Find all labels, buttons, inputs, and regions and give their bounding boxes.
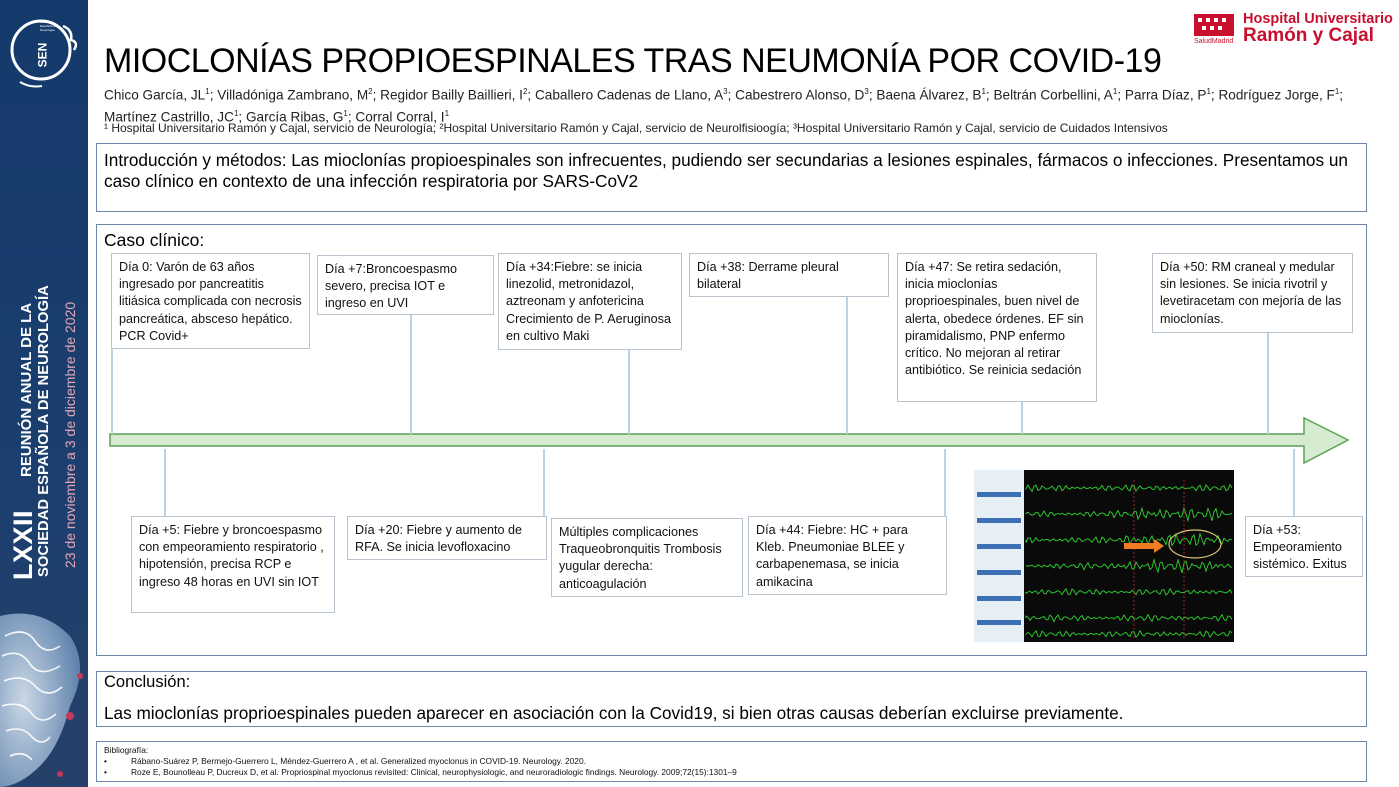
connector-line [1021, 402, 1023, 434]
author-name: Caballero Cadenas de Llano, A [534, 87, 724, 103]
timeline-card-day7: Día +7:Broncoespasmo severo, precisa IOT e ingreso en UVI [317, 255, 494, 315]
author-affiliation-mark: 1 [1112, 87, 1118, 96]
author-affiliation-mark: 1 [1206, 87, 1211, 96]
author-affiliation-mark: 1 [233, 108, 239, 118]
sen-logo-text: SEN [35, 42, 50, 68]
author-name: Regidor Bailly Baillieri, I [380, 87, 523, 103]
edition-number: LXXII [8, 509, 38, 580]
connector-line [164, 449, 166, 516]
author-name: Parra Díaz, P [1124, 87, 1207, 103]
author-name: Beltrán Corbellini, A [993, 87, 1113, 103]
meeting-line2: SOCIEDAD ESPAÑOLA DE NEUROLOGÍA [36, 285, 52, 577]
author-affiliation-mark: 3 [864, 87, 869, 96]
poster-title: MIOCLONÍAS PROPIOESPINALES TRAS NEUMONÍA POR COVID-19 [104, 42, 1162, 80]
author-name: García Ribas, G [245, 109, 344, 125]
hospital-name-line1: Hospital Universitario [1243, 11, 1393, 27]
timeline-card-day38: Día +38: Derrame pleural bilateral [689, 253, 889, 297]
author-list: Chico García, $JL^1$; Villadóniga Zambrano, $M^2$; Regidor Bailly Baillieri, $I^2$; Caballero Cadenas de Llano, $A^3$; Cabestrero Alonso, $D^3$; Baena Álvarez, $B^1$; Beltrán Corbellini, $A^1$; Parra Díaz, $P^1$; Rodríguez Jorge, $F^1$; Martínez Castrillo, $JC^1$; García Ribas, $G^1$; Corral Corral, $I^1$ [104, 87, 1344, 125]
connector-line [846, 297, 848, 434]
author-affiliation-mark: 2 [368, 87, 373, 96]
timeline-card-day20: Día +20: Fiebre y aumento de RFA. Se inicia levofloxacino [347, 516, 547, 560]
connector-line [111, 349, 113, 434]
connector-line [1293, 449, 1295, 516]
intro-text: Introducción y métodos: Las mioclonías propioespinales son infrecuentes, pudiendo ser secundarias a lesiones espinales, fármacos o infecciones. Presentamos un caso clínico en contexto de una infección respiratoria por SARS-CoV2 [104, 150, 1348, 191]
conclusion-text: Las mioclonías proprioespinales pueden aparecer en asociación con la Covid19, si bien otras causas deberían excluirse previamente. [104, 703, 1124, 723]
author-affiliation-mark: 1 [444, 108, 450, 118]
author-name: Rodríguez Jorge, F [1218, 87, 1335, 103]
connector-line [1267, 333, 1269, 434]
brain-illustration [0, 596, 88, 787]
timeline-arrow [108, 416, 1353, 466]
author-affiliation-mark: 2 [522, 87, 528, 96]
connector-line [543, 449, 545, 516]
connector-line [410, 315, 412, 434]
author-affiliation-mark: 3 [723, 87, 728, 96]
author-name: Baena Álvarez, B [876, 87, 982, 103]
meeting-dates: 23 de noviembre a 3 de diciembre de 2020 [62, 301, 78, 568]
eeg-figure [974, 470, 1234, 642]
timeline-card-day0: Día 0: Varón de 63 años ingresado por pancreatitis litiásica complicada con necrosis pancreática, absceso hepático. PCR Covid+ [111, 253, 310, 349]
connector-line [628, 350, 630, 434]
hospital-name-line2: Ramón y Cajal [1243, 25, 1374, 46]
timeline-card-day53: Día +53: Empeoramiento sistémico. Exitus [1245, 516, 1363, 577]
timeline-card-day5: Día +5: Fiebre y broncoespasmo con empeoramiento respiratorio , hipotensión, precisa RCP e ingreso 48 horas en UVI sin IOT [131, 516, 335, 613]
hospital-sublabel: SaludMadrid [1194, 38, 1234, 45]
sidebar-banner [0, 0, 88, 787]
author-affiliation-mark: 1 [981, 87, 986, 96]
case-label: Caso clínico: [104, 230, 205, 250]
author-name: Cabestrero Alonso, D [735, 87, 865, 103]
author-affiliation-mark: 1 [343, 108, 348, 118]
bibliography-item: • Rábano-Suárez P, Bermejo-Guerrero L, Méndez-Guerrero A , et al. Generalized myoclonus in COVID-19. Neurology. 2020. [104, 756, 737, 767]
conclusion-label: Conclusión: [104, 673, 191, 691]
connector-line [944, 449, 946, 516]
bibliography-item: • Roze E, Bounolleau P, Ducreux D, et al. Propriospinal myoclonus revisited: Clinical, neurophysiologic, and neuroradiologic findings. Neurology. 2009;72(15):1301–9 [104, 767, 737, 778]
timeline-card-complications: Múltiples complicaciones Traqueobronquitis Trombosis yugular derecha: anticoagulación [551, 518, 743, 597]
author-affiliation-mark: 1 [205, 87, 210, 96]
author-affiliation-mark: 1 [1334, 87, 1340, 96]
author-name: Martínez Castrillo, JC [104, 109, 234, 125]
timeline-card-day50: Día +50: RM craneal y medular sin lesiones. Se inicia rivotril y levetiracetam con mejoría de las mioclonías. [1152, 253, 1353, 333]
timeline-card-day44: Día +44: Fiebre: HC + para Kleb. Pneumoniae BLEE y carbapenemasa, se inicia amikacina [748, 516, 947, 595]
timeline-card-day34: Día +34:Fiebre: se inicia linezolid, metronidazol, aztreonam y anfotericina Crecimiento de P. Aeruginosa en cultivo Maki [498, 253, 682, 350]
author-name: Chico García, JL [104, 87, 206, 103]
sen-logo-subtext: Sociedad Española de Neurología [40, 20, 57, 32]
author-name: Corral Corral, I [355, 109, 445, 125]
timeline-card-day47: Día +47: Se retira sedación, inicia mioclonías proprioespinales, buen nivel de alerta, obedece órdenes. EF sin piramidalismo, PNP enfermo crítico. No mejoran al retirar antibiótico. Se reinicia sedación [897, 253, 1097, 402]
meeting-line1: REUNIÓN ANUAL DE LA [18, 302, 35, 477]
affiliations: ¹ Hospital Universitario Ramón y Cajal, servicio de Neurología; ²Hospital Universitario Ramón y Cajal, servicio de Neurolfisioogía; ³Hospital Universitario Ramón y Cajal, servicio de Cuidados Intensivos [104, 121, 1168, 135]
author-name: Villadóniga Zambrano, M [217, 87, 369, 103]
bibliography-label: Bibliografía: [104, 745, 149, 755]
bibliography [104, 745, 737, 778]
